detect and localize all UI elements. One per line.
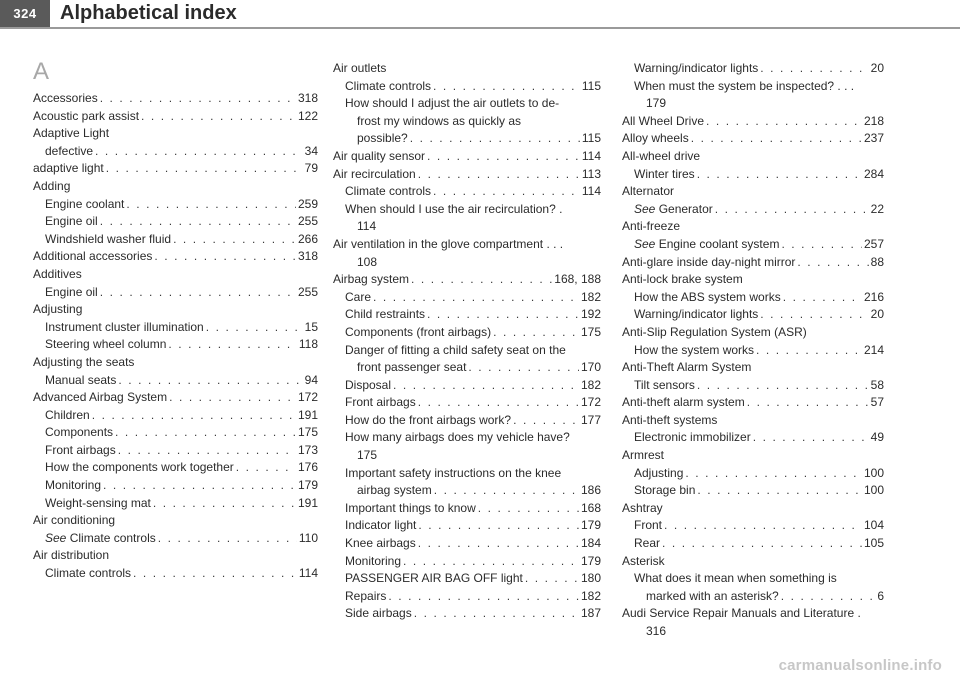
index-subentry[interactable]: Manual seats . . . 94 bbox=[33, 372, 318, 390]
index-subentry[interactable]: Steering wheel column . . . 118 bbox=[33, 336, 318, 354]
section-letter: A bbox=[33, 58, 50, 85]
index-entry[interactable]: Acoustic park assist . . . 122 bbox=[33, 108, 318, 126]
index-subentry[interactable]: Adjusting . . . 100 bbox=[622, 465, 884, 483]
index-subentry[interactable]: Front . . . 104 bbox=[622, 517, 884, 535]
index-subentry[interactable]: Engine oil . . . 255 bbox=[33, 284, 318, 302]
index-heading: Adding bbox=[33, 178, 71, 193]
index-subentry[interactable]: Monitoring . . . 179 bbox=[33, 477, 318, 495]
index-subentry[interactable]: Warning/indicator lights . . . 20 bbox=[622, 60, 884, 78]
index-subentry[interactable]: Electronic immobilizer . . . 49 bbox=[622, 429, 884, 447]
index-heading: Air conditioning bbox=[33, 513, 116, 528]
index-subentry[interactable]: Important things to know . . . 168 bbox=[333, 500, 601, 518]
index-subentry[interactable]: See Generator . . . 22 bbox=[622, 201, 884, 219]
index-subentry[interactable]: Front airbags . . . 172 bbox=[333, 394, 601, 412]
index-heading: Anti-Theft Alarm System bbox=[622, 360, 752, 375]
index-entry[interactable]: Advanced Airbag System . . . 172 bbox=[33, 389, 318, 407]
index-subentry[interactable]: Danger of fitting a child safety seat on the bbox=[345, 342, 566, 357]
index-heading: Adaptive Light bbox=[33, 126, 110, 141]
index-subentry[interactable]: defective . . . 34 bbox=[33, 143, 318, 161]
index-entry[interactable]: Alloy wheels . . . 237 bbox=[622, 130, 884, 148]
index-subentry[interactable]: Climate controls . . . 114 bbox=[33, 565, 318, 583]
index-subentry[interactable]: When should I use the air recirculation? . bbox=[345, 201, 563, 216]
index-subentry-continuation: frost my windows as quickly as bbox=[357, 113, 522, 128]
index-subentry[interactable]: Engine coolant . . . 259 bbox=[33, 196, 318, 214]
index-entry[interactable]: Anti-glare inside day-night mirror . . . 88 bbox=[622, 254, 884, 272]
page-title: Alphabetical index bbox=[60, 2, 237, 24]
index-heading: Adjusting the seats bbox=[33, 354, 135, 369]
index-entry[interactable]: Audi Service Repair Manuals and Literature . bbox=[622, 606, 861, 621]
header-divider bbox=[0, 27, 960, 29]
index-column-1 bbox=[33, 60, 318, 583]
index-heading: Adjusting bbox=[33, 302, 83, 317]
see-reference: See bbox=[45, 530, 67, 545]
index-subentry[interactable]: Instrument cluster illumination . . . 15 bbox=[33, 319, 318, 337]
index-heading: Anti-lock brake system bbox=[622, 272, 743, 287]
index-entry[interactable]: All Wheel Drive . . . 218 bbox=[622, 113, 884, 131]
index-subentry[interactable]: Climate controls . . . 115 bbox=[333, 78, 601, 96]
index-heading: Anti-theft systems bbox=[622, 412, 718, 427]
index-heading: Anti-freeze bbox=[622, 219, 681, 234]
index-heading: Anti-Slip Regulation System (ASR) bbox=[622, 324, 807, 339]
index-subentry[interactable]: Weight-sensing mat . . . 191 bbox=[33, 495, 318, 513]
index-subentry[interactable]: Side airbags . . . 187 bbox=[333, 605, 601, 623]
index-entry[interactable]: adaptive light . . . 79 bbox=[33, 160, 318, 178]
index-subentry-continuation: marked with an asterisk? . . . 6 bbox=[622, 588, 884, 606]
index-entry[interactable]: Airbag system . . . 168, 188 bbox=[333, 271, 601, 289]
index-subentry[interactable]: How the components work together . . . 176 bbox=[33, 459, 318, 477]
index-subentry[interactable]: Monitoring . . . 179 bbox=[333, 553, 601, 571]
index-subentry[interactable]: Child restraints . . . 192 bbox=[333, 306, 601, 324]
index-subentry[interactable]: Rear . . . 105 bbox=[622, 535, 884, 553]
index-subentry[interactable]: Children . . . 191 bbox=[33, 407, 318, 425]
index-subentry[interactable]: Components . . . 175 bbox=[33, 424, 318, 442]
index-subentry[interactable]: When must the system be inspected? . . . bbox=[634, 78, 855, 93]
index-subentry[interactable]: Warning/indicator lights . . . 20 bbox=[622, 306, 884, 324]
index-subentry[interactable]: Care . . . 182 bbox=[333, 289, 601, 307]
index-heading: Asterisk bbox=[622, 553, 665, 568]
index-heading: Air distribution bbox=[33, 548, 110, 563]
index-subentry[interactable]: Climate controls . . . 114 bbox=[333, 183, 601, 201]
index-heading: Alternator bbox=[622, 184, 675, 199]
watermark: carmanualsonline.info bbox=[778, 657, 942, 674]
index-column-2 bbox=[333, 60, 601, 623]
index-subentry[interactable]: How the ABS system works . . . 216 bbox=[622, 289, 884, 307]
index-subentry[interactable]: How many airbags does my vehicle have? bbox=[345, 430, 570, 445]
index-subentry-continuation: airbag system . . . 186 bbox=[333, 482, 601, 500]
index-heading: All-wheel drive bbox=[622, 148, 701, 163]
index-entry[interactable]: Air quality sensor . . . 114 bbox=[333, 148, 601, 166]
index-column-3 bbox=[622, 60, 884, 641]
index-subentry-continuation: 179 bbox=[646, 96, 667, 111]
index-subentry-continuation: 175 bbox=[357, 448, 378, 463]
index-subentry[interactable]: Important safety instructions on the knee bbox=[345, 465, 562, 480]
index-subentry[interactable]: Engine oil . . . 255 bbox=[33, 213, 318, 231]
index-entry-continuation: 108 bbox=[357, 254, 378, 269]
index-subentry[interactable]: How the system works . . . 214 bbox=[622, 342, 884, 360]
page-number-badge: 324 bbox=[0, 0, 50, 27]
index-subentry-continuation: possible? . . . 115 bbox=[333, 130, 601, 148]
index-subentry[interactable]: Components (front airbags) . . . 175 bbox=[333, 324, 601, 342]
index-subentry[interactable]: Repairs . . . 182 bbox=[333, 588, 601, 606]
index-heading: Air outlets bbox=[333, 61, 387, 75]
index-subentry-continuation: 114 bbox=[357, 219, 377, 234]
index-subentry[interactable]: Windshield washer fluid . . . 266 bbox=[33, 231, 318, 249]
index-entry[interactable]: Accessories . . . 318 bbox=[33, 90, 318, 108]
index-entry-continuation: 316 bbox=[646, 624, 667, 638]
index-subentry[interactable]: Winter tires . . . 284 bbox=[622, 166, 884, 184]
index-entry[interactable]: Additional accessories . . . 318 bbox=[33, 248, 318, 266]
index-subentry[interactable]: Disposal . . . 182 bbox=[333, 377, 601, 395]
index-subentry[interactable]: What does it mean when something is bbox=[634, 571, 837, 586]
index-subentry[interactable]: How do the front airbags work? . . . 177 bbox=[333, 412, 601, 430]
see-reference: See bbox=[634, 201, 656, 216]
index-subentry[interactable]: See Engine coolant system . . . 257 bbox=[622, 236, 884, 254]
index-entry[interactable]: Air ventilation in the glove compartment . . . bbox=[333, 236, 564, 251]
index-heading: Armrest bbox=[622, 448, 664, 463]
index-subentry[interactable]: How should I adjust the air outlets to de- bbox=[345, 96, 560, 111]
index-subentry[interactable]: Tilt sensors . . . 58 bbox=[622, 377, 884, 395]
index-subentry[interactable]: Front airbags . . . 173 bbox=[33, 442, 318, 460]
index-subentry[interactable]: Storage bin . . . 100 bbox=[622, 482, 884, 500]
index-subentry[interactable]: See Climate controls . . . 110 bbox=[33, 530, 318, 548]
index-heading: Additives bbox=[33, 266, 82, 281]
see-reference: See bbox=[634, 236, 656, 251]
index-heading: Ashtray bbox=[622, 500, 663, 515]
index-subentry[interactable]: PASSENGER AIR BAG OFF light . . . 180 bbox=[333, 570, 601, 588]
index-subentry[interactable]: Knee airbags . . . 184 bbox=[333, 535, 601, 553]
index-subentry-continuation: front passenger seat . . . 170 bbox=[333, 359, 601, 377]
index-entry[interactable]: Anti-theft alarm system . . . 57 bbox=[622, 394, 884, 412]
index-entry[interactable]: Air recirculation . . . 113 bbox=[333, 166, 601, 184]
index-subentry[interactable]: Indicator light . . . 179 bbox=[333, 517, 601, 535]
